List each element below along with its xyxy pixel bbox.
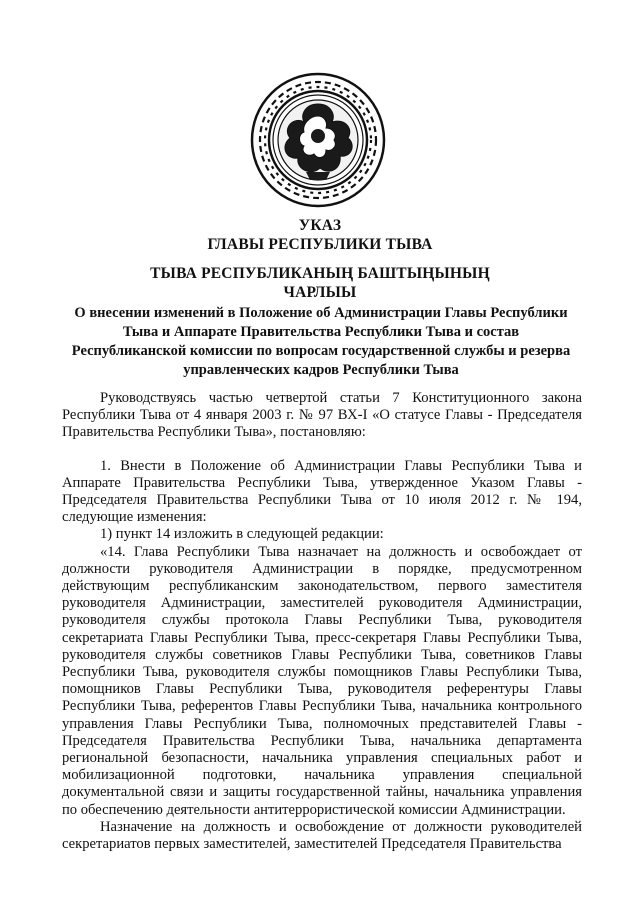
body-paragraph: 1. Внести в Положение об Администрации Главы Республики Тыва и Аппарате Правительства Республики Тыва, утвержденное Указом Главы - Председателя Правительства Республики Тыва от 10 июля 2012 г. № 194, следующие изменения:	[62, 457, 582, 526]
preamble-paragraph: Руководствуясь частью четвертой статьи 7 Конституционного закона Республики Тыва от 4 января 2003 г. № 97 ВХ-I «О статусе Главы - Председателя Правительства Республики Тыва», постановляю:	[62, 390, 582, 441]
body-paragraph: Назначение на должность и освобождение от должности руководителей секретариатов первых заместителей, заместителей Председателя Правительства	[62, 818, 582, 853]
decree-title: О внесении изменений в Положение об Администрации Главы Республики Тыва и Аппарате Правительства Республики Тыва и состав Республиканской комиссии по вопросам государственной службы и резерва управленческих кадров Республики Тыва	[71, 305, 571, 378]
decree-body	[62, 390, 582, 853]
decree-issuer: ГЛАВЫ РЕСПУБЛИКИ ТЫВА	[207, 236, 433, 253]
decree-heading: УКАЗ	[298, 217, 342, 234]
tuva-coat-of-arms-emblem	[250, 72, 386, 208]
body-paragraph: «14. Глава Республики Тыва назначает на должность и освобождает от должности руководителя Администрации в порядке, предусмотренном действующим республиканским законодательством, первого заместителя руководителя Администрации, заместителей руководителя Администрации, руководителя службы протокола Главы Республики Тыва, руководителя секретариата Главы Республики Тыва, пресс-секретаря Главы Республики Тыва, руководителя службы советников Главы Республики Тыва, советников Главы Республики Тыва, руководителя службы помощников Главы Республики Тыва, помощников Главы Республики Тыва, руководителя референтуры Главы Республики Тыва, референтов Главы Республики Тыва, начальника контрольного управления Главы Республики Тыва, полномочных представителей Главы - Председателя Правительства Республики Тыва, начальника департамента региональной безопасности, начальника управления специальных работ и мобилизационной подготовки, начальника управления специальной документальной связи и защиты государственной тайны, начальника управления по обеспечению деятельности антитеррористической комиссии Администрации.	[62, 543, 582, 818]
body-paragraph: 1) пункт 14 изложить в следующей редакции:	[100, 526, 384, 543]
tuvan-heading-line-1: ТЫВА РЕСПУБЛИКАНЫҢ БАШТЫҢЫНЫҢ	[150, 265, 490, 282]
tuvan-heading-line-2: ЧАРЛЫЫ	[283, 284, 357, 301]
